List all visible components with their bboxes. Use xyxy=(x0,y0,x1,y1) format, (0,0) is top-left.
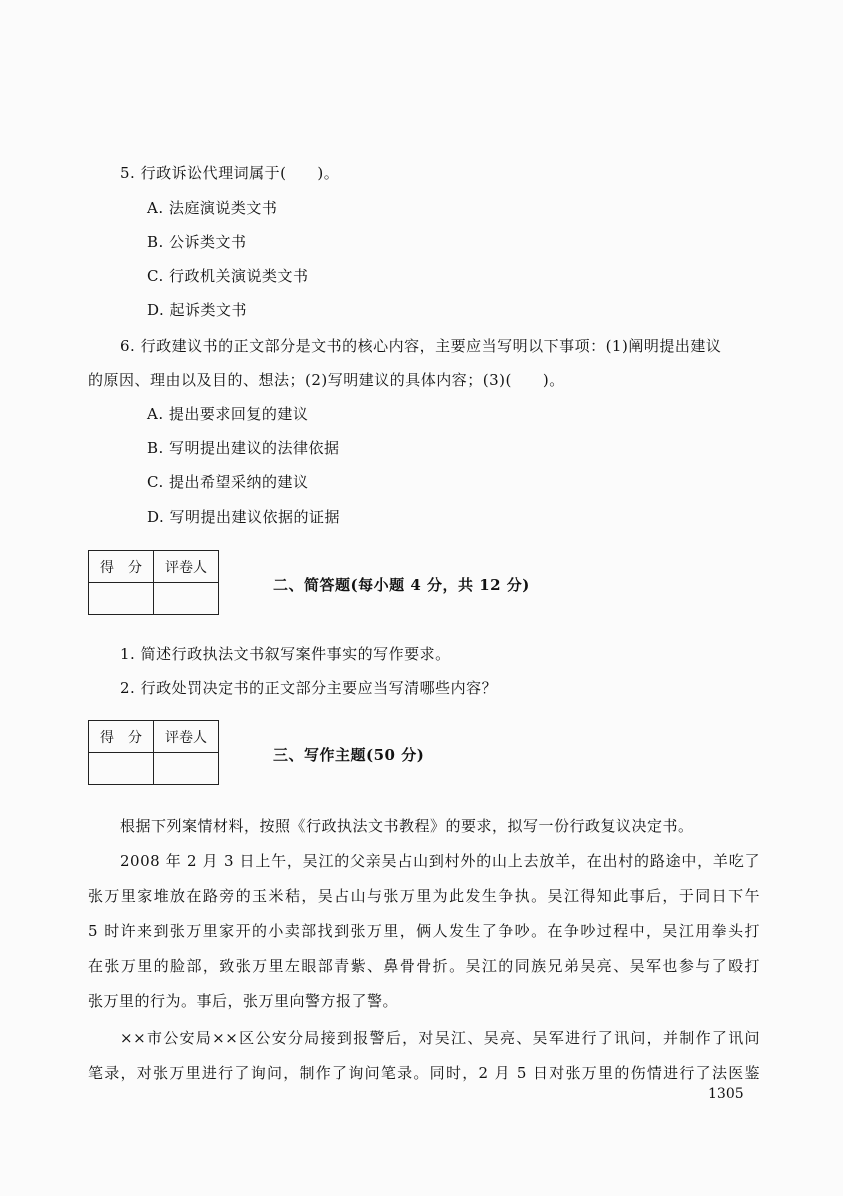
q5-option-c: C. 行政机关演说类文书 xyxy=(147,267,309,285)
question-6-stem-line1: 6. 行政建议书的正文部分是文书的核心内容，主要应当写明以下事项：(1)阐明提出建议 xyxy=(120,337,722,355)
grader-header: 评卷人 xyxy=(154,721,219,753)
short-question-1: 1. 简述行政执法文书叙写案件事实的写作要求。 xyxy=(120,645,451,663)
q6-option-b: B. 写明提出建议的法律依据 xyxy=(147,439,340,457)
case-para2-line2: 笔录，对张万里进行了询问，制作了询问笔录。同时，2 月 5 日对张万里的伤情进行了法医鉴 xyxy=(88,1064,760,1082)
q5-option-a: A. 法庭演说类文书 xyxy=(147,199,278,217)
score-table-section-2 xyxy=(88,550,219,615)
case-para1-line1: 2008 年 2 月 3 日上午，吴江的父亲吴占山到村外的山上去放羊，在出村的路途中，羊吃了 xyxy=(120,852,760,870)
writing-task-instruction: 根据下列案情材料，按照《行政执法文书教程》的要求，拟写一份行政复议决定书。 xyxy=(120,817,694,835)
question-6-stem-line2: 的原因、理由以及目的、想法；(2)写明建议的具体内容；(3)( )。 xyxy=(88,371,565,389)
case-para2-line1: ××市公安局××区公安分局接到报警后，对吴江、吴亮、吴军进行了讯问，并制作了讯问 xyxy=(120,1029,760,1047)
score-table-section-3 xyxy=(88,720,219,785)
section-3-heading: 三、写作主题(50 分) xyxy=(273,746,425,764)
q6-option-d: D. 写明提出建议依据的证据 xyxy=(147,508,341,526)
case-para1-line5: 张万里的行为。事后，张万里向警方报了警。 xyxy=(88,992,399,1010)
q5-option-d: D. 起诉类文书 xyxy=(147,301,248,319)
short-question-2: 2. 行政处罚决定书的正文部分主要应当写清哪些内容？ xyxy=(120,679,498,697)
section-2-heading: 二、简答题(每小题 4 分，共 12 分) xyxy=(273,576,530,594)
q5-option-b: B. 公诉类文书 xyxy=(147,233,247,251)
case-para1-line2: 张万里家堆放在路旁的玉米秸，吴占山与张万里为此发生争执。吴江得知此事后，于同日下午 xyxy=(88,887,760,905)
grader-header: 评卷人 xyxy=(154,551,219,583)
score-header: 得 分 xyxy=(89,551,154,583)
question-5-stem: 5. 行政诉讼代理词属于( )。 xyxy=(120,164,340,182)
q6-option-a: A. 提出要求回复的建议 xyxy=(147,405,309,423)
grader-cell[interactable] xyxy=(154,753,219,785)
case-para1-line4: 在张万里的脸部，致张万里左眼部青紫、鼻骨骨折。吴江的同族兄弟吴亮、吴军也参与了殴打 xyxy=(88,957,760,975)
page-number: 1305 xyxy=(708,1086,744,1102)
grader-cell[interactable] xyxy=(154,583,219,615)
score-header: 得 分 xyxy=(89,721,154,753)
q6-option-c: C. 提出希望采纳的建议 xyxy=(147,473,309,491)
score-cell[interactable] xyxy=(89,753,154,785)
case-para1-line3: 5 时许来到张万里家开的小卖部找到张万里，俩人发生了争吵。在争吵过程中，吴江用拳头打 xyxy=(88,922,760,940)
score-cell[interactable] xyxy=(89,583,154,615)
